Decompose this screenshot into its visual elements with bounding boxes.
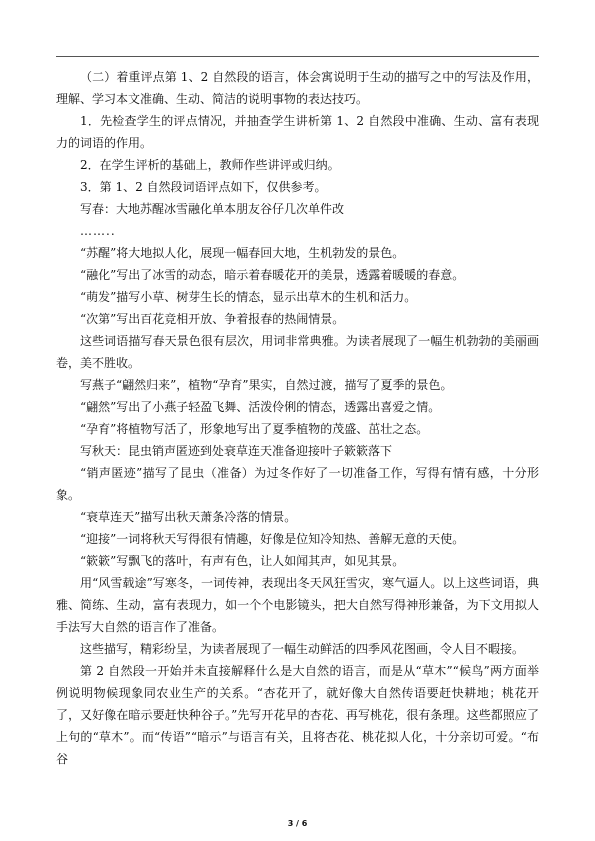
paragraph-1: （二）着重评点第 1、2 自然段的语言，体会寓说明于生动的描写之中的写法及作用，理解、学习本文准确、生动、简洁的说明事物的表达技巧。 xyxy=(56,70,539,106)
paragraph-14: “孕育”将植物写活了，形象地写出了夏季植物的茂盛、茁壮之态。 xyxy=(80,422,429,436)
paragraph-7: “苏醒”将大地拟人化，展现一幅春回大地，生机勃发的景色。 xyxy=(80,246,405,260)
page-number: 3 / 6 xyxy=(287,819,308,828)
paragraph-11: 这些词语描写春天景色很有层次，用词非常典雅。为读者展现了一幅生机勃勃的美丽画卷，美不胜收。 xyxy=(56,334,539,370)
paragraph-16: “销声匿迹”描写了昆虫（准备）为过冬作好了一切准备工作，写得有情有感，十分形象。 xyxy=(56,466,539,502)
paragraph-2: 1．先检查学生的评点情况，并抽查学生讲析第 1、2 自然段中准确、生动、富有表现力的词语的作用。 xyxy=(56,114,539,150)
paragraph-19: “簌簌”写飘飞的落叶，有声有色，让人如闻其声，如见其景。 xyxy=(80,554,405,568)
paragraph-15: 写秋天：昆虫销声匿迹到处衰草连天准备迎接叶子簌簌落下 xyxy=(80,444,393,458)
paragraph-9: “萌发”描写小草、树芽生长的情态，显示出草木的生机和活力。 xyxy=(80,290,417,304)
paragraph-5: 写春：大地苏醒冰雪融化单本朋友谷仔几次单件改 xyxy=(80,202,345,216)
paragraph-4: 3．第 1、2 自然段词语评点如下，仅供参考。 xyxy=(80,180,327,194)
paragraph-8: “融化”写出了冰雪的动态，暗示着春暖花开的美景，透露着暖暖的春意。 xyxy=(80,268,465,282)
paragraph-20: 用“风雪载途”写寒冬，一词传神，表现出冬天风狂雪灾，寒气逼人。以上这些词语，典雅、简练、生动，富有表现力，如一个个电影镜头，把大自然写得神形兼备，为下文用拟人手法写大自然的语言作了准备。 xyxy=(56,576,539,634)
ellipsis-line: …….. xyxy=(80,224,116,238)
document-body xyxy=(56,66,539,770)
paragraph-18: “迎接”一词将秋天写得很有情趣，好像是位知冷知热、善解无意的天使。 xyxy=(80,532,465,546)
paragraph-3: 2．在学生评析的基础上，教师作些讲评或归纳。 xyxy=(80,158,340,172)
paragraph-21: 这些描写，精彩纷呈，为读者展现了一幅生动鲜活的四季风花图画，令人目不暇接。 xyxy=(80,642,525,656)
paragraph-22: 第 2 自然段一开始并未直接解释什么是大自然的语言，而是从“草木”“候鸟”两方面举例说明物候现象同农业生产的关系。“杏花开了，就好像大自然传语要赶快耕地；桃花开了，又好像在暗示要赶快种谷子。”先写开花早的杏花、再写桃花，很有条理。这些都照应了上句的“草木”。而“传语”“暗示”与语言有关，且将杏花、桃花拟人化，十分亲切可爱。“布谷 xyxy=(56,664,539,766)
header-rule xyxy=(56,56,539,57)
paragraph-10: “次第”写出百花竞相开放、争着报春的热闹情景。 xyxy=(80,312,345,326)
paragraph-13: “翩然”写出了小燕子轻盈飞舞、活泼伶俐的情态，透露出喜爱之情。 xyxy=(80,400,441,414)
paragraph-12: 写燕子“翩然归来”，植物“孕育”果实，自然过渡，描写了夏季的景色。 xyxy=(80,378,453,392)
paragraph-17: “衰草连天”描写出秋天萧条冷落的情景。 xyxy=(80,510,297,524)
